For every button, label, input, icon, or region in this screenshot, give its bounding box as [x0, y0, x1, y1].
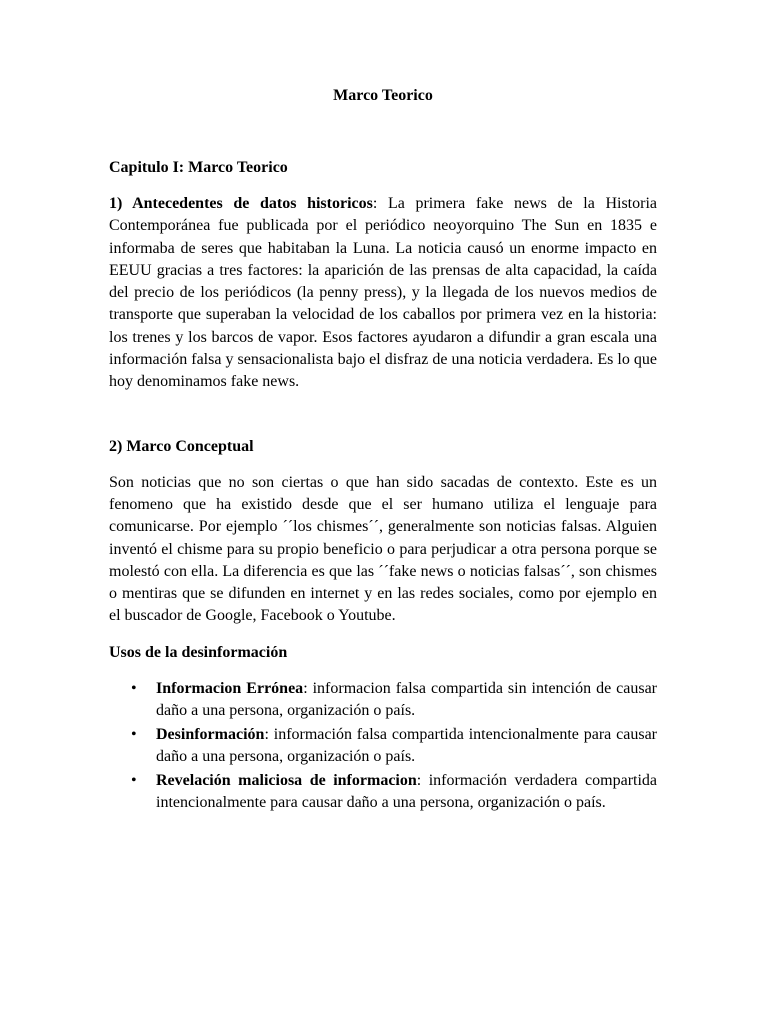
list-item-term: Revelación maliciosa de informacion: [156, 771, 417, 789]
list-item-term: Informacion Errónea: [156, 679, 304, 697]
section-historical-background: [109, 193, 657, 394]
list-item-text: : información verdadera compartida intencionalmente para causar daño a una persona, organización o país.: [156, 771, 658, 811]
document-title: Marco Teorico: [333, 87, 433, 104]
list-item-term: Desinformación: [156, 725, 265, 743]
list-item: [109, 770, 657, 814]
list-item: [109, 724, 657, 768]
section-conceptual-heading: 2) Marco Conceptual: [109, 437, 254, 455]
section-historical-heading: 1) Antecedentes de datos historicos: [109, 195, 373, 212]
bullet-icon: •: [131, 725, 137, 743]
chapter-heading: Capitulo I: Marco Teorico: [109, 159, 288, 176]
bullet-icon: •: [131, 771, 137, 789]
section-conceptual-text: Son noticias que no son ciertas o que han sido sacadas de contexto. Este es un fenomeno que ha existido desde que el ser humano utiliza el lenguaje para comunicarse. Por ejemplo ´´los chismes´´, generalmente son noticias falsas. Alguien inventó el chisme para su propio beneficio o para perjudicar a otra persona porque se molestó con ella. La diferencia es que las ´´fake news o noticias falsas´´, son chismes o mentiras que se difunden en internet y en las redes sociales, como por ejemplo en el buscador de Google, Facebook o Youtube.: [109, 473, 657, 625]
list-item-text: : información falsa compartida intencionalmente para causar daño a una persona, organización o país.: [156, 725, 657, 765]
uses-heading: Usos de la desinformación: [109, 643, 288, 661]
list-item-text: : informacion falsa compartida sin intención de causar daño a una persona, organización o país.: [156, 679, 658, 719]
section-historical-text: : La primera fake news de la Historia Contemporánea fue publicada por el periódico neoyorquino The Sun en 1835 e informaba de seres que habitaban la Luna. La noticia causó un enorme impacto en EEUU gracias a tres factores: la aparición de las prensas de alta capacidad, la caída del precio de los periódicos (la penny press), y la llegada de los nuevos medios de transporte que superaban la velocidad de los caballos por primera vez en la historia: los trenes y los barcos de vapor. Esos factores ayudaron a difundir a gran escala una información falsa y sensacionalista bajo el disfraz de una noticia verdadera. Es lo que hoy denominamos fake news.: [109, 195, 657, 391]
bullet-icon: •: [131, 679, 137, 697]
list-item: [109, 678, 657, 722]
uses-list: [109, 678, 657, 814]
